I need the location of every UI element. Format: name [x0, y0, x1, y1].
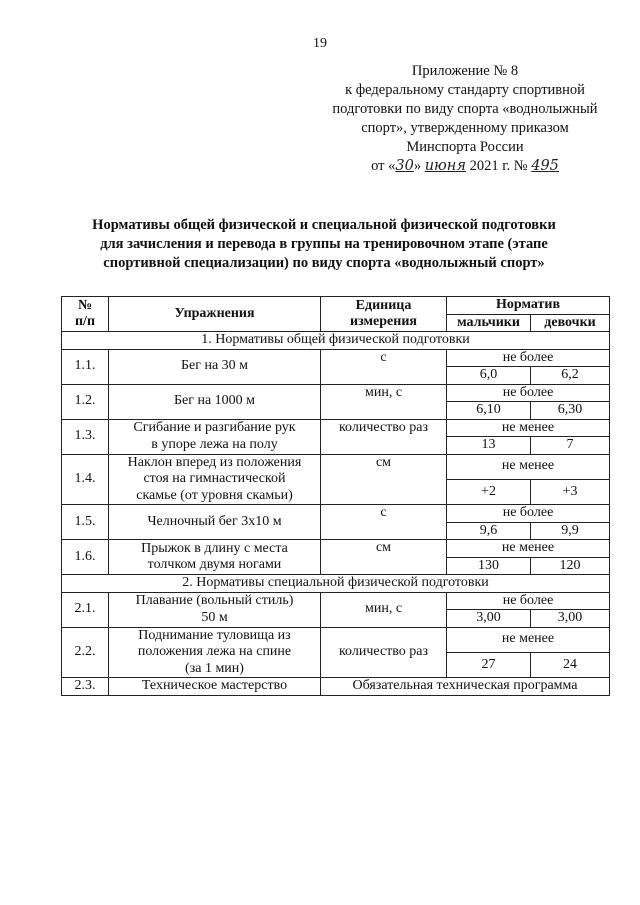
- boys-value: 130: [447, 557, 531, 575]
- table-row: [62, 349, 610, 367]
- appendix-line: подготовки по виду спорта «воднолыжный: [332, 101, 598, 117]
- table-row: [62, 592, 610, 610]
- girls-value: 7: [531, 437, 610, 455]
- exercise-cell: [109, 627, 321, 678]
- exercise-line: Бег на 30 м: [180, 358, 249, 374]
- unit-cell: см: [321, 454, 447, 505]
- exercise-line: положения лежа на спине: [137, 644, 292, 659]
- unit-cell: мин, с: [321, 384, 447, 419]
- boys-value: +2: [447, 479, 531, 504]
- appendix-line: к федеральному стандарту спортивной: [345, 82, 585, 98]
- row-number: 2.3.: [62, 678, 109, 696]
- girls-value: 6,2: [531, 367, 610, 385]
- girls-value: 9,9: [531, 522, 610, 540]
- row-number: 1.4.: [62, 454, 109, 505]
- header-unit-line: Единица: [355, 297, 412, 313]
- condition-cell: не более: [447, 505, 610, 523]
- table-row: [62, 540, 610, 558]
- row-number: 1.6.: [62, 540, 109, 575]
- row-number: 1.3.: [62, 419, 109, 454]
- date-prefix: от «: [371, 158, 396, 174]
- header-girls: девочки: [531, 314, 610, 332]
- program-cell: Обязательная техническая программа: [321, 678, 610, 696]
- girls-value: 120: [531, 557, 610, 575]
- exercise-cell: [109, 592, 321, 627]
- row-number: 2.1.: [62, 592, 109, 627]
- date-mid: »: [413, 158, 422, 174]
- unit-cell: с: [321, 349, 447, 384]
- condition-cell: не менее: [447, 454, 610, 479]
- title-line: для зачисления и перевода в группы на тренировочном этапе (этапе: [100, 236, 548, 252]
- exercise-cell: [109, 540, 321, 575]
- boys-value: 9,6: [447, 522, 531, 540]
- condition-cell: не менее: [447, 419, 610, 437]
- row-number: 1.1.: [62, 349, 109, 384]
- appendix-line: Приложение № 8: [411, 63, 519, 79]
- boys-value: 13: [447, 437, 531, 455]
- header-num-line: п/п: [74, 314, 96, 329]
- exercise-line: 50 м: [201, 609, 228, 625]
- condition-cell: не более: [447, 592, 610, 610]
- exercise-line: (за 1 мин): [185, 660, 244, 676]
- exercise-line: Сгибание и разгибание рук: [133, 420, 296, 435]
- boys-value: 6,0: [447, 367, 531, 385]
- appendix-block: [300, 62, 630, 176]
- row-number: 1.5.: [62, 505, 109, 540]
- row-number: 2.2.: [62, 627, 109, 678]
- condition-cell: не менее: [447, 627, 610, 652]
- table-row: [62, 384, 610, 402]
- date-day-handwritten: 30: [395, 158, 414, 174]
- header-exercise: Упражнения: [109, 297, 321, 332]
- table-row: [62, 627, 610, 652]
- exercise-cell: [109, 505, 321, 540]
- exercise-line: Челночный бег 3х10 м: [147, 513, 282, 529]
- section-title: 1. Нормативы общей физической подготовки: [62, 332, 610, 350]
- unit-cell: количество раз: [321, 419, 447, 454]
- exercise-line: Поднимание туловища из: [138, 627, 291, 643]
- condition-cell: не более: [447, 349, 610, 367]
- norms-table-body: [62, 332, 610, 696]
- header-boys: мальчики: [447, 314, 531, 332]
- boys-value: 3,00: [447, 610, 531, 628]
- condition-cell: не более: [447, 384, 610, 402]
- date-month-handwritten: июня: [424, 158, 466, 174]
- page-number: 19: [313, 36, 327, 51]
- exercise-line: Прыжок в длину с места: [141, 540, 288, 556]
- row-number: 1.2.: [62, 384, 109, 419]
- girls-value: 6,30: [531, 402, 610, 420]
- section-row: [62, 332, 610, 350]
- appendix-line: Минспорта России: [406, 139, 524, 155]
- title-line: спортивной специализации) по виду спорта «воднолыжный спорт»: [103, 255, 545, 271]
- table-row: [62, 419, 610, 437]
- table-row: [62, 505, 610, 523]
- exercise-line: Плавание (вольный стиль): [135, 593, 294, 608]
- unit-cell: количество раз: [321, 627, 447, 678]
- section-row: [62, 575, 610, 593]
- header-unit: [321, 297, 447, 332]
- girls-value: 24: [531, 652, 610, 677]
- unit-cell: см: [321, 540, 447, 575]
- table-row: [62, 454, 610, 479]
- title-line: Нормативы общей физической и специальной физической подготовки: [92, 217, 556, 233]
- header-num-line: №: [77, 297, 93, 313]
- table-row: [62, 678, 610, 696]
- order-number-handwritten: 495: [531, 158, 559, 174]
- exercise-line: стоя на гимнастической: [143, 471, 286, 486]
- exercise-cell: [109, 419, 321, 454]
- girls-value: 3,00: [531, 610, 610, 628]
- norms-table: [61, 296, 610, 696]
- exercise-cell: [109, 454, 321, 505]
- condition-cell: не менее: [447, 540, 610, 558]
- boys-value: 27: [447, 652, 531, 677]
- unit-cell: мин, с: [321, 592, 447, 627]
- header-num: [62, 297, 109, 332]
- section-title: 2. Нормативы специальной физической подготовки: [62, 575, 610, 593]
- date-year: 2021 г. №: [469, 158, 528, 174]
- appendix-date-line: [300, 157, 630, 176]
- exercise-line: толчком двумя ногами: [147, 557, 282, 572]
- exercise-line: Бег на 1000 м: [173, 393, 256, 409]
- document-title: [60, 216, 588, 273]
- exercise-cell: Техническое мастерство: [109, 678, 321, 696]
- exercise-line: в упоре лежа на полу: [151, 436, 278, 452]
- appendix-line: спорт», утвержденному приказом: [361, 120, 569, 136]
- boys-value: 6,10: [447, 402, 531, 420]
- girls-value: +3: [531, 479, 610, 504]
- exercise-cell: [109, 384, 321, 419]
- header-unit-line: измерения: [350, 314, 417, 329]
- exercise-line: Наклон вперед из положения: [127, 454, 302, 470]
- exercise-line: скамье (от уровня скамьи): [136, 487, 293, 503]
- exercise-cell: [109, 349, 321, 384]
- unit-cell: с: [321, 505, 447, 540]
- header-norm: Норматив: [447, 297, 610, 315]
